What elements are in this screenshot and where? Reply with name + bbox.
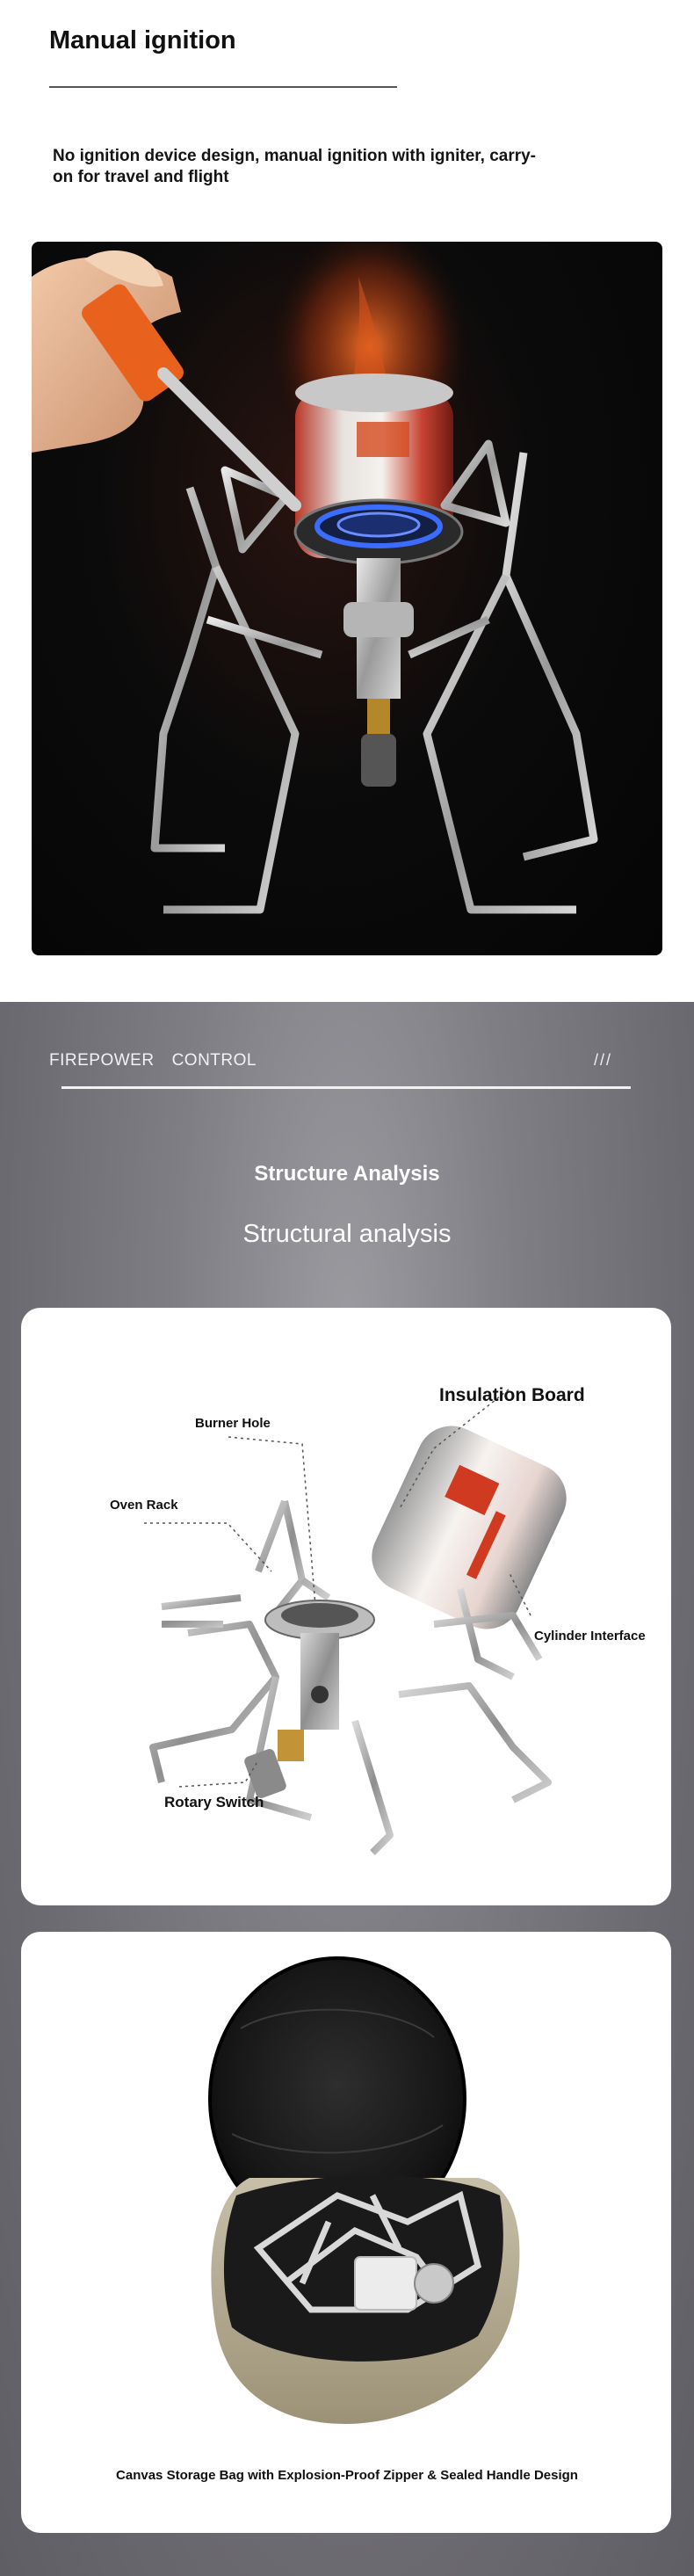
structure-heading: Structure Analysis [254, 1162, 440, 1186]
structure-card [21, 1308, 671, 1905]
label-cylinder-interface: Cylinder Interface [534, 1629, 646, 1644]
firepower-control-section [0, 1002, 694, 2576]
section-label-left: FIREPOWER [49, 1051, 155, 1070]
section-label-right: CONTROL [171, 1051, 257, 1070]
stove-body [355, 2257, 416, 2310]
decorative-slashes: /// [594, 1051, 613, 1069]
storage-bag-caption: Canvas Storage Bag with Explosion-Proof Zipper & Sealed Handle Design [116, 2468, 578, 2483]
structure-subheading: Structural analysis [242, 1220, 452, 1248]
storage-bag-illustration [21, 1932, 671, 2533]
label-insulation-board: Insulation Board [439, 1385, 585, 1405]
section-title: Manual ignition [49, 26, 236, 54]
section-divider [61, 1086, 631, 1089]
ignition-photo [32, 242, 662, 955]
label-burner-hole: Burner Hole [195, 1416, 271, 1431]
diagram-burner [243, 1600, 374, 1800]
storage-bag-card [21, 1932, 671, 2533]
hand-with-igniter [32, 250, 295, 505]
section-label [49, 1051, 257, 1070]
label-rotary-switch: Rotary Switch [164, 1794, 264, 1810]
manual-ignition-section [0, 0, 694, 1002]
section-description: No ignition device design, manual ignition with igniter, carry-on for travel and flight [53, 147, 537, 186]
stove-ignition-illustration [32, 242, 662, 955]
diagram-canister [360, 1414, 578, 1640]
title-divider [49, 86, 397, 88]
label-oven-rack: Oven Rack [110, 1498, 178, 1513]
